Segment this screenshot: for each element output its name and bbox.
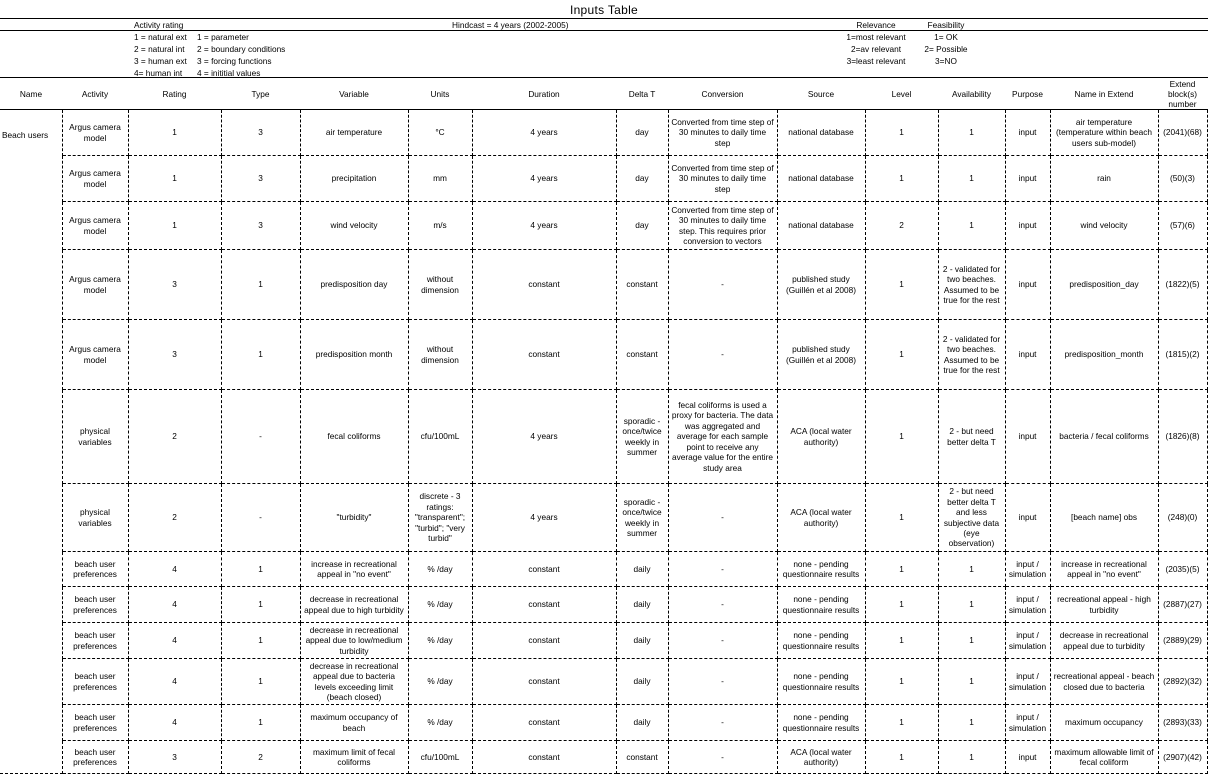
cell-block: (1815)(2) <box>1158 320 1207 390</box>
cell-activity: beach user preferences <box>62 552 128 587</box>
cell-delta-t: daily <box>616 552 668 587</box>
cell-rating: 3 <box>128 320 221 390</box>
cell-type: - <box>221 484 300 552</box>
column-header: Availability <box>938 79 1005 110</box>
cell-block: (248)(0) <box>1158 484 1207 552</box>
cell-duration: constant <box>472 587 616 623</box>
cell-units: % /day <box>408 705 472 741</box>
cell-availability: 1 <box>938 110 1005 156</box>
table-row <box>0 552 1207 587</box>
cell-activity: beach user preferences <box>62 587 128 623</box>
cell-availability: 2 - but need better delta T <box>938 390 1005 484</box>
cell-source: ACA (local water authority) <box>777 390 865 484</box>
cell-conversion: - <box>668 623 777 659</box>
cell-availability: 1 <box>938 156 1005 202</box>
legend-row: 3 = forcing functions <box>197 56 272 66</box>
table-row <box>0 705 1207 741</box>
cell-type: 1 <box>221 659 300 705</box>
cell-units: % /day <box>408 623 472 659</box>
column-header: Activity <box>62 79 128 110</box>
legend-row: 4= human int <box>134 68 183 78</box>
cell-units: °C <box>408 110 472 156</box>
cell-type: 1 <box>221 320 300 390</box>
cell-availability: 1 <box>938 741 1005 774</box>
cell-variable: precipitation <box>300 156 408 202</box>
cell-source: none - pending questionnaire results <box>777 705 865 741</box>
cell-level: 1 <box>865 320 938 390</box>
cell-availability: 1 <box>938 659 1005 705</box>
table-row <box>0 202 1207 250</box>
cell-units: % /day <box>408 552 472 587</box>
group-name-cell <box>0 250 62 320</box>
cell-level: 1 <box>865 390 938 484</box>
cell-variable: maximum limit of fecal coliforms <box>300 741 408 774</box>
cell-rating: 4 <box>128 587 221 623</box>
table-row <box>0 320 1207 390</box>
legend-row: 1= OK <box>934 32 958 42</box>
cell-conversion: Converted from time step of 30 minutes to daily time step <box>668 110 777 156</box>
legend-row: 2= Possible <box>924 44 968 54</box>
cell-purpose: input <box>1005 250 1050 320</box>
group-name-cell <box>0 623 62 659</box>
legend-row: 2 = boundary conditions <box>197 44 286 54</box>
cell-type: - <box>221 390 300 484</box>
cell-purpose: input / simulation <box>1005 623 1050 659</box>
cell-level: 1 <box>865 484 938 552</box>
cell-units: cfu/100mL <box>408 390 472 484</box>
cell-delta-t: day <box>616 202 668 250</box>
table-row <box>0 250 1207 320</box>
cell-conversion: - <box>668 587 777 623</box>
group-name-cell: Beach users <box>0 110 62 156</box>
cell-purpose: input / simulation <box>1005 659 1050 705</box>
cell-duration: constant <box>472 320 616 390</box>
cell-type: 1 <box>221 250 300 320</box>
cell-activity: physical variables <box>62 390 128 484</box>
cell-name-in-extend: increase in recreational appeal in "no event" <box>1050 552 1158 587</box>
cell-purpose: input <box>1005 320 1050 390</box>
cell-variable: air temperature <box>300 110 408 156</box>
cell-duration: constant <box>472 552 616 587</box>
cell-conversion: - <box>668 250 777 320</box>
legend-heading: Activity rating <box>134 20 184 30</box>
cell-duration: constant <box>472 741 616 774</box>
cell-activity: Argus camera model <box>62 320 128 390</box>
cell-conversion: - <box>668 659 777 705</box>
cell-source: national database <box>777 156 865 202</box>
cell-source: none - pending questionnaire results <box>777 587 865 623</box>
cell-variable: increase in recreational appeal in "no event" <box>300 552 408 587</box>
table-body <box>0 110 1207 774</box>
cell-delta-t: daily <box>616 705 668 741</box>
cell-units: % /day <box>408 587 472 623</box>
legend-feasibility <box>915 19 977 67</box>
cell-name-in-extend: predisposition_day <box>1050 250 1158 320</box>
cell-delta-t: day <box>616 156 668 202</box>
table-row <box>0 659 1207 705</box>
cell-variable: "turbidity" <box>300 484 408 552</box>
cell-variable: decrease in recreational appeal due to low/medium turbidity <box>300 623 408 659</box>
cell-rating: 3 <box>128 741 221 774</box>
legend-row: 1 = natural ext <box>134 32 187 42</box>
cell-type: 3 <box>221 202 300 250</box>
cell-block: (50)(3) <box>1158 156 1207 202</box>
legend-row: 3 = human ext <box>134 56 187 66</box>
cell-units: cfu/100mL <box>408 741 472 774</box>
cell-delta-t: daily <box>616 659 668 705</box>
cell-units: without dimension <box>408 250 472 320</box>
cell-rating: 1 <box>128 110 221 156</box>
column-header: Level <box>865 79 938 110</box>
cell-rating: 4 <box>128 552 221 587</box>
group-name-cell <box>0 202 62 250</box>
cell-source: ACA (local water authority) <box>777 741 865 774</box>
header-divider <box>0 77 1208 78</box>
cell-block: (2887)(27) <box>1158 587 1207 623</box>
cell-level: 1 <box>865 250 938 320</box>
cell-duration: 4 years <box>472 202 616 250</box>
cell-level: 1 <box>865 110 938 156</box>
legend-row: 1 = parameter <box>197 32 249 42</box>
cell-level: 1 <box>865 659 938 705</box>
cell-level: 1 <box>865 741 938 774</box>
cell-rating: 2 <box>128 484 221 552</box>
cell-name-in-extend: rain <box>1050 156 1158 202</box>
cell-name-in-extend: air temperature (temperature within beach users sub-model) <box>1050 110 1158 156</box>
cell-block: (2035)(5) <box>1158 552 1207 587</box>
cell-duration: 4 years <box>472 484 616 552</box>
cell-purpose: input <box>1005 202 1050 250</box>
cell-rating: 1 <box>128 202 221 250</box>
column-header: Name <box>0 79 62 110</box>
table-row <box>0 587 1207 623</box>
group-name-cell <box>0 741 62 774</box>
legend-row: 4 = inititial values <box>197 68 261 78</box>
cell-delta-t: sporadic - once/twice weekly in summer <box>616 484 668 552</box>
cell-purpose: input <box>1005 110 1050 156</box>
cell-name-in-extend: maximum occupancy <box>1050 705 1158 741</box>
cell-delta-t: constant <box>616 741 668 774</box>
cell-units: mm <box>408 156 472 202</box>
cell-units: without dimension <box>408 320 472 390</box>
cell-activity: beach user preferences <box>62 741 128 774</box>
cell-activity: Argus camera model <box>62 110 128 156</box>
cell-source: national database <box>777 202 865 250</box>
legend-row: 2=av relevant <box>850 44 902 54</box>
legend-heading: Feasibility <box>927 20 965 30</box>
cell-rating: 3 <box>128 250 221 320</box>
cell-purpose: input <box>1005 390 1050 484</box>
cell-duration: 4 years <box>472 156 616 202</box>
cell-source: ACA (local water authority) <box>777 484 865 552</box>
group-name-cell <box>0 156 62 202</box>
table-row <box>0 110 1207 156</box>
cell-availability: 1 <box>938 705 1005 741</box>
group-name-cell <box>0 552 62 587</box>
column-header: Delta T <box>616 79 668 110</box>
cell-name-in-extend: recreational appeal - beach closed due to bacteria <box>1050 659 1158 705</box>
cell-duration: constant <box>472 659 616 705</box>
legend-type <box>197 31 285 79</box>
cell-source: none - pending questionnaire results <box>777 623 865 659</box>
page-title: Inputs Table <box>569 3 639 17</box>
group-name-cell <box>0 659 62 705</box>
cell-rating: 4 <box>128 623 221 659</box>
group-name-cell <box>0 484 62 552</box>
cell-delta-t: constant <box>616 250 668 320</box>
column-header: Duration <box>472 79 616 110</box>
cell-level: 1 <box>865 623 938 659</box>
group-name-cell <box>0 390 62 484</box>
cell-availability: 1 <box>938 623 1005 659</box>
column-header: Conversion <box>668 79 777 110</box>
cell-conversion: - <box>668 705 777 741</box>
cell-availability: 2 - validated for two beaches. Assumed to be true for the rest <box>938 250 1005 320</box>
cell-activity: physical variables <box>62 484 128 552</box>
cell-type: 3 <box>221 156 300 202</box>
column-header: Name in Extend <box>1050 79 1158 110</box>
cell-source: none - pending questionnaire results <box>777 552 865 587</box>
cell-duration: 4 years <box>472 390 616 484</box>
cell-rating: 1 <box>128 156 221 202</box>
cell-type: 1 <box>221 705 300 741</box>
cell-level: 1 <box>865 156 938 202</box>
table-row <box>0 156 1207 202</box>
legend-row: 2 = natural int <box>134 44 185 54</box>
cell-duration: constant <box>472 250 616 320</box>
cell-purpose: input / simulation <box>1005 587 1050 623</box>
cell-purpose: input <box>1005 156 1050 202</box>
cell-delta-t: daily <box>616 623 668 659</box>
cell-units: % /day <box>408 659 472 705</box>
cell-variable: wind velocity <box>300 202 408 250</box>
cell-conversion: - <box>668 741 777 774</box>
legend-row: 1=most relevant <box>846 32 906 42</box>
column-header: Source <box>777 79 865 110</box>
cell-conversion: - <box>668 484 777 552</box>
cell-source: published study (Guillén et al 2008) <box>777 320 865 390</box>
cell-conversion: Converted from time step of 30 minutes to daily time step. This requires prior conversion to vectors <box>668 202 777 250</box>
legend-row: 3=NO <box>935 56 957 66</box>
cell-conversion: fecal coliforms is used a proxy for bacteria. The data was aggregated and average for each sample point to receive any average value for the entire study area <box>668 390 777 484</box>
cell-availability: 1 <box>938 202 1005 250</box>
table-row <box>0 484 1207 552</box>
table-row <box>0 390 1207 484</box>
cell-activity: Argus camera model <box>62 202 128 250</box>
cell-type: 3 <box>221 110 300 156</box>
cell-availability: 1 <box>938 552 1005 587</box>
cell-name-in-extend: predisposition_month <box>1050 320 1158 390</box>
cell-purpose: input <box>1005 484 1050 552</box>
table-row <box>0 741 1207 774</box>
table-row <box>0 623 1207 659</box>
cell-type: 2 <box>221 741 300 774</box>
column-header: Variable <box>300 79 408 110</box>
cell-rating: 4 <box>128 659 221 705</box>
cell-source: published study (Guillén et al 2008) <box>777 250 865 320</box>
cell-variable: predisposition day <box>300 250 408 320</box>
cell-level: 1 <box>865 552 938 587</box>
legend-divider <box>0 30 1208 31</box>
cell-variable: maximum occupancy of beach <box>300 705 408 741</box>
cell-variable: decrease in recreational appeal due to high turbidity <box>300 587 408 623</box>
cell-delta-t: day <box>616 110 668 156</box>
cell-name-in-extend: decrease in recreational appeal due to turbidity <box>1050 623 1158 659</box>
cell-block: (2041)(68) <box>1158 110 1207 156</box>
cell-type: 1 <box>221 552 300 587</box>
cell-variable: predisposition month <box>300 320 408 390</box>
cell-duration: constant <box>472 623 616 659</box>
cell-conversion: Converted from time step of 30 minutes to daily time step <box>668 156 777 202</box>
cell-level: 1 <box>865 587 938 623</box>
cell-source: national database <box>777 110 865 156</box>
cell-conversion: - <box>668 552 777 587</box>
cell-block: (2892)(32) <box>1158 659 1207 705</box>
cell-variable: fecal coliforms <box>300 390 408 484</box>
column-header: Units <box>408 79 472 110</box>
cell-variable: decrease in recreational appeal due to bacteria levels exceeding limit (beach closed) <box>300 659 408 705</box>
cell-delta-t: constant <box>616 320 668 390</box>
cell-delta-t: daily <box>616 587 668 623</box>
cell-activity: beach user preferences <box>62 659 128 705</box>
cell-block: (2889)(29) <box>1158 623 1207 659</box>
cell-source: none - pending questionnaire results <box>777 659 865 705</box>
cell-level: 2 <box>865 202 938 250</box>
cell-purpose: input / simulation <box>1005 552 1050 587</box>
cell-block: (2907)(42) <box>1158 741 1207 774</box>
cell-purpose: input / simulation <box>1005 705 1050 741</box>
group-name-cell <box>0 320 62 390</box>
cell-block: (1822)(5) <box>1158 250 1207 320</box>
cell-rating: 2 <box>128 390 221 484</box>
cell-activity: beach user preferences <box>62 705 128 741</box>
cell-name-in-extend: maximum allowable limit of fecal coliform <box>1050 741 1158 774</box>
cell-availability: 2 - validated for two beaches. Assumed to be true for the rest <box>938 320 1005 390</box>
cell-type: 1 <box>221 623 300 659</box>
cell-name-in-extend: bacteria / fecal coliforms <box>1050 390 1158 484</box>
cell-block: (57)(6) <box>1158 202 1207 250</box>
legend-row: 3=least relevant <box>846 56 906 66</box>
cell-block: (2893)(33) <box>1158 705 1207 741</box>
cell-purpose: input <box>1005 741 1050 774</box>
cell-units: m/s <box>408 202 472 250</box>
cell-activity: Argus camera model <box>62 250 128 320</box>
cell-activity: beach user preferences <box>62 623 128 659</box>
column-header: Type <box>221 79 300 110</box>
legend-activity-rating <box>134 19 187 79</box>
cell-availability: 1 <box>938 587 1005 623</box>
cell-rating: 4 <box>128 705 221 741</box>
table-header-row <box>0 79 1207 110</box>
column-header: Extend block(s) number <box>1158 79 1207 110</box>
cell-delta-t: sporadic - once/twice weekly in summer <box>616 390 668 484</box>
cell-availability: 2 - but need better delta T and less subjective data (eye observation) <box>938 484 1005 552</box>
group-name-cell <box>0 587 62 623</box>
column-header: Rating <box>128 79 221 110</box>
legend-relevance <box>840 19 912 67</box>
cell-block: (1826)(8) <box>1158 390 1207 484</box>
cell-duration: 4 years <box>472 110 616 156</box>
cell-name-in-extend: [beach name] obs <box>1050 484 1158 552</box>
cell-type: 1 <box>221 587 300 623</box>
legend-heading: Relevance <box>856 20 896 30</box>
column-header: Purpose <box>1005 79 1050 110</box>
group-name-cell <box>0 705 62 741</box>
hindcast-note: Hindcast = 4 years (2002-2005) <box>452 20 569 30</box>
inputs-table <box>0 79 1208 774</box>
cell-activity: Argus camera model <box>62 156 128 202</box>
cell-name-in-extend: wind velocity <box>1050 202 1158 250</box>
cell-level: 1 <box>865 705 938 741</box>
cell-name-in-extend: recreational appeal - high turbidity <box>1050 587 1158 623</box>
cell-duration: constant <box>472 705 616 741</box>
cell-units: discrete - 3 ratings: "transparent"; "turbid"; "very turbid" <box>408 484 472 552</box>
cell-conversion: - <box>668 320 777 390</box>
